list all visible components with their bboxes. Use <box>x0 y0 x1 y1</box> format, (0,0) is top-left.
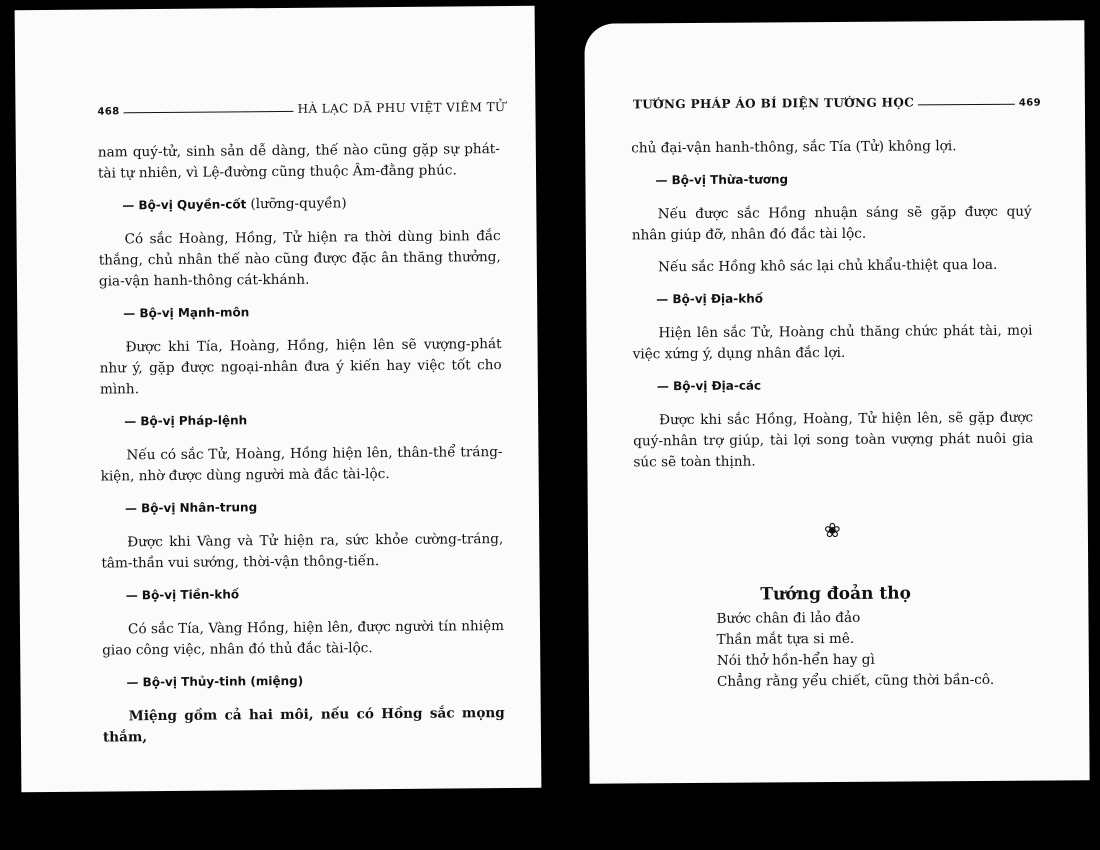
section-heading: — Bộ-vị Pháp-lệnh <box>124 413 248 429</box>
right-page-body <box>631 136 1033 474</box>
left-page-body <box>98 139 505 748</box>
poem-line: Thần mắt tựa si mê. <box>716 630 855 648</box>
poem-line: Chẳng rằng yểu chiết, cũng thời bần-cô. <box>716 671 995 690</box>
right-page-header <box>633 89 1041 112</box>
left-book-page <box>15 6 542 793</box>
right-book-page <box>584 20 1089 783</box>
poem-title: Tướng đoản thọ <box>760 583 912 605</box>
right-running-title: TƯỚNG PHÁP ÁO BÍ DIỆN TƯỚNG HỌC <box>632 95 915 112</box>
heading-text: — Bộ-vị Quyền-cốt <box>122 197 247 213</box>
section-heading: — Bộ-vị Tiền-khố <box>125 587 240 603</box>
paragraph: Nếu được sắc Hồng nhuận sáng sẽ gặp được quý nhân giúp đỡ, nhân đó đắc tài lộc. <box>631 203 1032 244</box>
left-page-number: 468 <box>97 106 120 118</box>
header-rule <box>918 104 1015 106</box>
paragraph: Hiện lên sắc Tử, Hoàng chủ thăng chức phát tài, mọi việc xứng ý, dụng nhân đắc lợi. <box>632 322 1033 363</box>
poem-line: Nói thở hồn-hển hay gì <box>716 651 875 669</box>
poem-line: Bước chân đi lảo đảo <box>716 609 861 627</box>
section-heading: — Bộ-vị Thủy-tinh (miệng) <box>126 673 304 690</box>
poem <box>716 607 994 693</box>
paragraph: Được khi sắc Hồng, Hoàng, Tử hiện lên, sẽ gặp được quý-nhân trợ giúp, tài lợi song toàn vượng phát nuôi gia súc sẽ toàn thịnh. <box>633 409 1034 471</box>
heading-note: (lưỡng-quyền) <box>250 195 347 213</box>
right-page-number: 469 <box>1018 97 1041 109</box>
section-heading: — Bộ-vị Nhân-trung <box>124 500 258 516</box>
paragraph: Có sắc Tía, Vàng Hồng, hiện lên, được người tín nhiệm giao công việc, nhân đó thủ đắc tài-lộc. <box>102 618 505 659</box>
paragraph: Nếu có sắc Tử, Hoàng, Hồng hiện lên, thân-thể tráng-kiện, nhờ được dùng người mà đắc tài-lộc. <box>100 444 503 485</box>
section-heading: — Bộ-vị Thừa-tương <box>655 172 789 188</box>
paragraph: Miệng gồm cả hai môi, nếu có Hồng sắc mọng thắm, <box>102 705 505 746</box>
paragraph: chủ đại-vận hanh-thông, sắc Tía (Tử) không lợi. <box>631 138 957 157</box>
section-heading: — Bộ-vị Địa-các <box>656 378 762 394</box>
paragraph: Được khi Tía, Hoàng, Hồng, hiện lên sẽ vượng-phát như ý, gặp được ngoại-nhân đưa ý kiến hay việc tốt cho mình. <box>99 336 502 398</box>
flower-ornament-icon: ❀ <box>823 517 841 543</box>
header-rule <box>124 111 294 113</box>
paragraph: nam quý-tử, sinh sản dễ dàng, thế nào cũng gặp sự phát-tài tự nhiên, vì Lệ-đường cũng thuộc Âm-đằng phúc. <box>97 141 500 182</box>
paragraph: Được khi Vàng và Tử hiện ra, sức khỏe cường-tráng, tâm-thần vui sướng, thời-vận thông-tiến. <box>101 531 504 572</box>
paragraph: Có sắc Hoàng, Hồng, Tử hiện ra thời dùng binh đắc thắng, chủ nhân thế nào cũng được đặc ân thăng thưởng, gia-vận hanh-thông cát-khánh. <box>98 228 501 290</box>
left-running-title: HÀ LẠC DÃ PHU VIỆT VIÊM TỬ <box>297 100 506 116</box>
left-page-header <box>97 94 505 118</box>
paragraph: Nếu sắc Hồng khô sác lại chủ khẩu-thiệt qua loa. <box>657 256 998 276</box>
section-heading: — Bộ-vị Mạnh-môn <box>123 305 250 321</box>
section-heading: — Bộ-vị Địa-khố <box>656 291 764 307</box>
